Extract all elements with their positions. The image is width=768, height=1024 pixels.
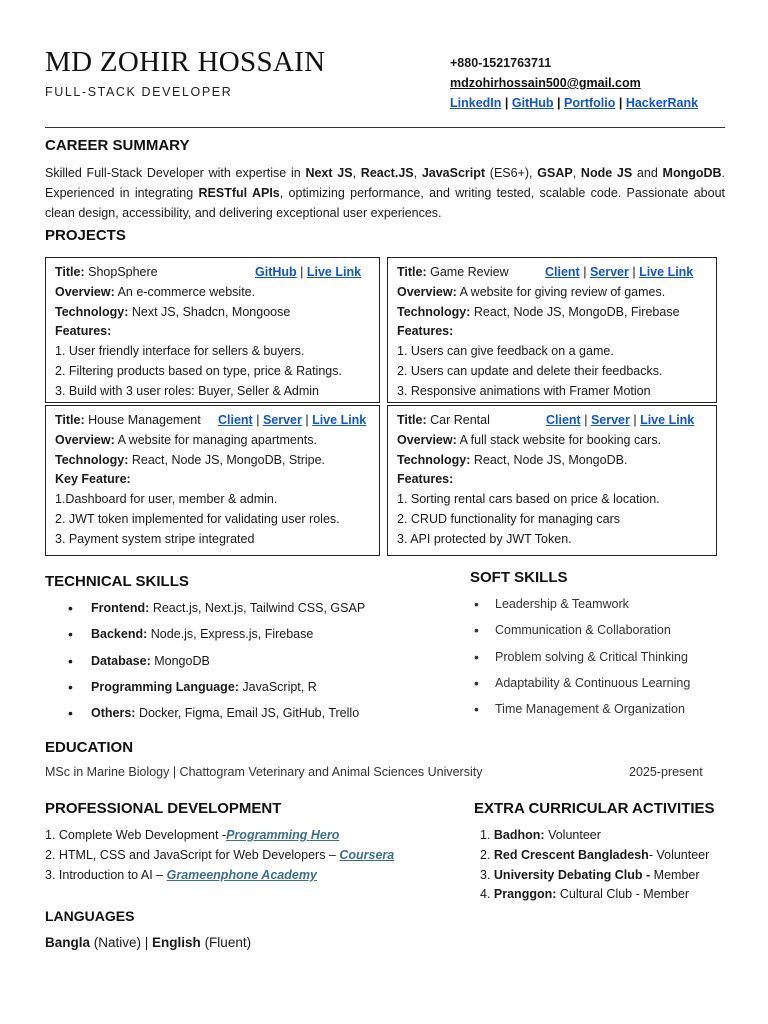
project-client-link[interactable]: Client — [218, 413, 253, 427]
project-title: Game Review — [430, 265, 509, 279]
portfolio-link[interactable]: Portfolio — [563, 96, 616, 110]
list-item: • Backend: Node.js, Express.js, Firebase — [45, 625, 365, 651]
list-item: • Database: MongoDB — [45, 652, 365, 678]
list-item: • Frontend: React.js, Next.js, Tailwind CSS, GSAP — [45, 599, 365, 625]
grameenphone-academy-link[interactable]: Grameenphone Academy — [166, 867, 317, 882]
github-link[interactable]: GitHub — [511, 96, 554, 110]
profile-links: LinkedIn | GitHub | Portfolio | HackerRank — [450, 96, 699, 110]
project-title: House Management — [88, 413, 201, 427]
contact-block — [450, 53, 698, 113]
project-card-house-management: Title: House Management Client | Server | Live Link Overview: A website for managing apartments. Technology: React, Node JS, MongoDB, Stripe. Key Feature: 1.Dashboard for user, member & admin. 2. JWT token implemented for validating user roles. 3. Payment system stripe integrated — [45, 405, 380, 556]
languages-heading: LANGUAGES — [45, 908, 135, 924]
professional-development-list — [45, 826, 394, 885]
programming-hero-link[interactable]: Programming Hero — [226, 828, 340, 842]
list-item: 2. Users can update and delete their feedbacks. — [397, 363, 663, 378]
project-card-car-rental: Title: Car Rental Client | Server | Live Link Overview: A full stack website for booking cars. Technology: React, Node JS, MongoDB. Features: 1. Sorting rental cars based on price & location. 2. CRUD functionality for managing cars 3. API protected by JWT Token. — [387, 405, 717, 556]
list-item: 2. Red Crescent Bangladesh- Volunteer — [480, 847, 710, 862]
extra-curricular-heading: EXTRA CURRICULAR ACTIVITIES — [474, 800, 715, 817]
project-title: Car Rental — [430, 413, 490, 427]
list-item: • Leadership & Teamwork — [470, 595, 690, 621]
project-card-game-review: Title: Game Review Client | Server | Live Link Overview: A website for giving review of games. Technology: React, Node JS, MongoDB, Firebase Features: 1. Users can give feedback on a game. 2. Users can update and delete their feedbacks. 3. Responsive animations with Framer Motion — [387, 257, 717, 403]
list-item: • Adaptability & Continuous Learning — [470, 674, 690, 700]
project-server-link[interactable]: Server — [262, 413, 302, 427]
list-item: 3. Responsive animations with Framer Motion — [397, 383, 651, 398]
header-divider — [45, 127, 725, 128]
list-item: 1. Complete Web Development -Programming Hero — [45, 828, 340, 842]
list-item: 1. Badhon: Volunteer — [480, 828, 601, 842]
list-item: • Problem solving & Critical Thinking — [470, 648, 690, 674]
list-item: 2. HTML, CSS and JavaScript for Web Developers – Coursera — [45, 847, 395, 862]
list-item: 3. Build with 3 user roles: Buyer, Seller & Admin — [55, 383, 320, 398]
list-item: 1.Dashboard for user, member & admin. — [55, 492, 278, 507]
list-item: 1. User friendly interface for sellers & buyers. — [55, 344, 305, 359]
list-item: 3. University Debating Club - Member — [480, 867, 700, 882]
coursera-link[interactable]: Coursera — [339, 847, 395, 862]
project-server-link[interactable]: Server — [590, 413, 630, 427]
list-item: 2. JWT token implemented for validating user roles. — [55, 511, 340, 526]
list-item: • Programming Language: JavaScript, R — [45, 678, 365, 704]
career-summary-text: Skilled Full-Stack Developer with expertise in Next JS, React.JS, JavaScript (ES6+), GSAP, Node JS and MongoDB. Experienced in integrating RESTful APIs, optimizing performance, and writing tested, scalable code. Passionate about clean design, accessibility, and delivering exceptional user experiences. — [45, 166, 726, 220]
resume-name: MD ZOHIR HOSSAIN — [45, 46, 326, 78]
project-live-link[interactable]: Live Link — [312, 413, 367, 427]
technical-skills-heading: TECHNICAL SKILLS — [45, 573, 189, 590]
list-item: • Others: Docker, Figma, Email JS, GitHub, Trello — [45, 704, 365, 730]
list-item: 3. Introduction to AI – Grameenphone Academy — [45, 867, 317, 882]
soft-skills-heading: SOFT SKILLS — [470, 569, 568, 586]
project-client-link[interactable]: Client — [545, 265, 580, 279]
linkedin-link[interactable]: LinkedIn — [450, 96, 502, 110]
project-live-link[interactable]: Live Link — [640, 413, 695, 427]
project-live-link[interactable]: Live Link — [639, 265, 694, 279]
resume-role: FULL-STACK DEVELOPER — [45, 85, 233, 99]
list-item: 3. Payment system stripe integrated — [55, 531, 255, 546]
list-item: • Time Management & Organization — [470, 700, 690, 726]
project-github-link[interactable]: GitHub — [255, 265, 297, 279]
languages-line: Bangla (Native) | English (Fluent) — [45, 935, 252, 950]
list-item: 2. CRUD functionality for managing cars — [397, 511, 621, 526]
project-client-link[interactable]: Client — [546, 413, 581, 427]
project-live-link[interactable]: Live Link — [306, 265, 362, 279]
education-heading: EDUCATION — [45, 739, 134, 756]
list-item: 1. Sorting rental cars based on price & location. — [397, 492, 660, 507]
list-item: 3. API protected by JWT Token. — [397, 531, 572, 546]
education-degree: MSc in Marine Biology | Chattogram Veterinary and Animal Sciences University — [45, 765, 483, 779]
list-item: 4. Pranggon: Cultural Club - Member — [480, 887, 690, 902]
hackerrank-link[interactable]: HackerRank — [625, 96, 699, 110]
technical-skills-list — [45, 599, 365, 730]
career-summary-heading: CAREER SUMMARY — [45, 137, 190, 154]
list-item: 2. Filtering products based on type, price & Ratings. — [55, 363, 342, 378]
project-card-shopsphere: Title: ShopSphere GitHub | Live Link Overview: An e-commerce website. Technology: Next JS, Shadcn, Mongoose Features: 1. User friendly interface for sellers & buyers. 2. Filtering products based on type, price & Ratings. 3. Build with 3 user roles: Buyer, Seller & Admin — [45, 257, 380, 403]
list-item: • Communication & Collaboration — [470, 621, 690, 647]
projects-heading: PROJECTS — [45, 227, 126, 244]
extra-curricular-list — [480, 826, 709, 905]
professional-development-heading: PROFESSIONAL DEVELOPMENT — [45, 800, 282, 817]
project-server-link[interactable]: Server — [589, 265, 629, 279]
soft-skills-list — [470, 595, 690, 726]
email-link[interactable]: mdzohirhossain500@gmail.com — [450, 76, 641, 90]
phone-number: +880-1521763711 — [450, 56, 552, 70]
project-title: ShopSphere — [88, 265, 158, 279]
education-years: 2025-present — [629, 765, 703, 779]
list-item: 1. Users can give feedback on a game. — [397, 344, 614, 359]
